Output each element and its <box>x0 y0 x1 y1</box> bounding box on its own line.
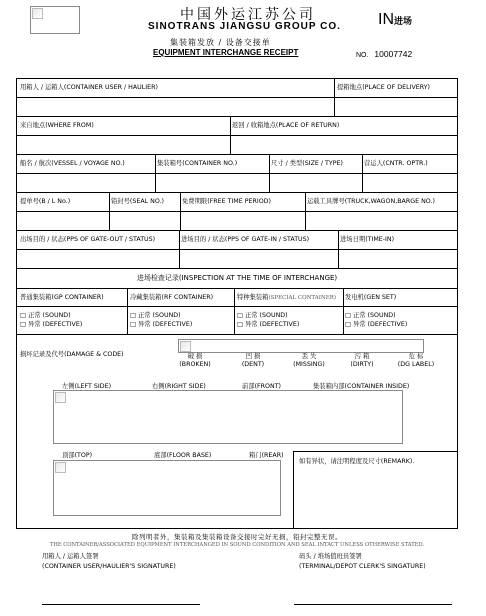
code-dent-en: (DENT) <box>241 361 265 368</box>
front-label: 前部(FRONT) <box>242 383 282 390</box>
receipt-number-label: NO. <box>356 52 369 59</box>
special-sound-checkbox[interactable]: □ 正常 (SOUND) <box>237 312 288 319</box>
receipt-title-cn: 集装箱发放 / 设备交接单 <box>170 38 271 47</box>
code-dirty-en: (DIRTY) <box>350 361 374 368</box>
code-missing-cn: 丢 失 <box>301 353 317 360</box>
special-container-cn: 特种集装箱 <box>237 294 269 301</box>
gate-out-label: 出场目的 / 状态(PPS OF GATE-OUT / STATUS) <box>20 236 156 243</box>
rf-container-label: 冷藏集装箱(RF CONTAINER) <box>130 294 214 301</box>
container-top-floor-diagram[interactable] <box>53 460 281 516</box>
size-type-label: 尺寸 / 类型(SIZE / TYPE) <box>271 160 343 167</box>
company-logo-image <box>30 6 80 34</box>
interchange-note-cn: 除列明者外，集装箱及集装箱设备交接时完好无损，铅封完整无误。 <box>132 533 342 541</box>
code-dirty <box>339 353 385 369</box>
genset-defective-checkbox[interactable]: □ 异常 (DEFECTIVE) <box>345 321 408 328</box>
seal-no-field[interactable] <box>110 212 179 229</box>
bl-no-field[interactable] <box>17 212 108 229</box>
in-badge-label: IN <box>378 11 394 28</box>
code-dirty-cn: 污 箱 <box>354 353 370 360</box>
size-type-field[interactable] <box>270 174 361 191</box>
damage-code-label: 损坏记录及代号(DAMAGE & CODE) <box>20 351 124 358</box>
right-side-label: 右侧(RIGHT SIDE) <box>152 383 206 390</box>
code-dent <box>230 353 276 369</box>
user-signature-label-cn: 用箱人 / 运箱人签署 <box>42 553 99 560</box>
place-of-return-label: 返回 / 收箱地点(PLACE OF RETURN) <box>232 122 340 129</box>
vessel-voyage-field[interactable] <box>17 174 154 191</box>
left-side-label: 左侧(LEFT SIDE) <box>62 383 112 390</box>
gate-in-time-label: 进场日期(TIME-IN) <box>340 236 395 243</box>
damage-code-legend-image <box>178 339 424 353</box>
transport-means-label: 运载工具牌号(TRUCK,WAGON,BARGE NO.) <box>307 198 435 205</box>
gate-in-time-field[interactable] <box>339 250 457 267</box>
clerk-signature-label-en: (TERMINAL/DEPOT CLERK'S SINGATURE) <box>299 563 426 570</box>
container-inside-label: 集装箱内部(CONTAINER INSIDE) <box>313 383 410 390</box>
gp-sound-checkbox[interactable]: □ 正常 (SOUND) <box>20 312 71 319</box>
gate-in-field[interactable] <box>180 250 337 267</box>
gate-out-field[interactable] <box>17 250 178 267</box>
remark-label: 如有异状，请注明程度及尺寸(REMARK). <box>299 458 415 465</box>
special-container-en: (SPECIAL CONTAINER) <box>268 295 337 301</box>
top-label: 顶部(TOP) <box>62 452 93 459</box>
where-from-label: 来自地点(WHERE FROM) <box>20 122 94 129</box>
code-missing-en: (MISSING) <box>293 361 325 368</box>
operator-label: 营运人(CNTR. OPTR.) <box>364 160 428 167</box>
genset-sound-checkbox[interactable]: □ 正常 (SOUND) <box>345 312 396 319</box>
remark-field[interactable] <box>295 468 457 528</box>
operator-field[interactable] <box>363 174 457 191</box>
container-user-field[interactable] <box>17 98 334 115</box>
company-name-cn: 中国外运江苏公司 <box>180 7 316 23</box>
rf-defective-checkbox[interactable]: □ 异常 (DEFECTIVE) <box>130 321 193 328</box>
transport-means-field[interactable] <box>306 212 457 229</box>
floor-base-label: 底部(FLOOR BASE) <box>154 452 212 459</box>
code-broken-cn: 破 损 <box>187 353 203 360</box>
receipt-title-en: EQUIPMENT INTERCHANGE RECEIPT <box>153 48 299 57</box>
code-dg-label-en: (DG LABEL) <box>397 361 435 368</box>
code-missing <box>286 353 332 369</box>
place-of-delivery-label: 提箱地点(PLACE OF DELIVERY) <box>337 84 431 91</box>
inspection-title: 进场检查记录(INSPECTION AT THE TIME OF INTERCHANGE) <box>136 274 338 282</box>
code-dent-cn: 凹 损 <box>245 353 261 360</box>
rear-label: 箱门(REAR) <box>249 452 284 459</box>
place-of-return-field[interactable] <box>231 136 457 153</box>
receipt-number-value: 10007742 <box>374 49 413 59</box>
code-broken <box>172 353 218 369</box>
user-signature-label-en: (CONTAINER USER/HAULIER'S SIGNATURE) <box>42 563 176 570</box>
user-signature-line[interactable] <box>42 604 200 605</box>
clerk-signature-label-cn: 码头 / 堆场值班员签署 <box>299 553 362 560</box>
free-time-field[interactable] <box>181 212 304 229</box>
code-broken-en: (BROKEN) <box>179 361 211 368</box>
seal-no-label: 铅封号(SEAL NO.) <box>111 198 165 205</box>
code-dg-label-cn: 危 标 <box>408 353 424 360</box>
container-no-field[interactable] <box>156 174 268 191</box>
place-of-delivery-field[interactable] <box>335 98 457 115</box>
genset-label: 发电机(GEN SET) <box>345 294 397 301</box>
special-defective-checkbox[interactable]: □ 异常 (DEFECTIVE) <box>237 321 300 328</box>
gp-defective-checkbox[interactable]: □ 异常 (DEFECTIVE) <box>20 321 83 328</box>
gate-in-label: 进场目的 / 状态(PPS OF GATE-IN / STATUS) <box>181 236 310 243</box>
in-badge <box>378 9 412 29</box>
gp-container-label: 普通集装箱(GP CONTAINER) <box>20 294 104 301</box>
container-sides-diagram[interactable] <box>53 390 403 444</box>
clerk-signature-line[interactable] <box>294 604 452 605</box>
rf-sound-checkbox[interactable]: □ 正常 (SOUND) <box>130 312 181 319</box>
code-dg-label <box>390 353 442 369</box>
bl-no-label: 提单号(B / L No.) <box>20 198 71 205</box>
company-name-en: SINOTRANS JIANGSU GROUP CO. <box>148 21 341 32</box>
vessel-voyage-label: 船名 / 航次(VESSEL / VOYAGE NO.) <box>20 160 125 167</box>
free-time-label: 免费期限(FREE TIME PERIOD) <box>182 198 271 205</box>
special-container-label <box>237 294 336 302</box>
interchange-note-en: THE CONTAINER/ASSOCIATED EQUIPMENT INTERCHANGED IN SOUND CONDITION AND SEAL INTACT UNLESS OTHERWISE STATED. <box>49 542 425 548</box>
in-badge-cn: 进场 <box>394 17 413 27</box>
receipt-number <box>356 49 412 59</box>
where-from-field[interactable] <box>17 136 229 153</box>
container-no-label: 集装箱号(CONTAINER NO.) <box>157 160 238 167</box>
container-user-label: 用箱人 / 运箱人(CONTAINER USER / HAULIER) <box>20 84 158 91</box>
